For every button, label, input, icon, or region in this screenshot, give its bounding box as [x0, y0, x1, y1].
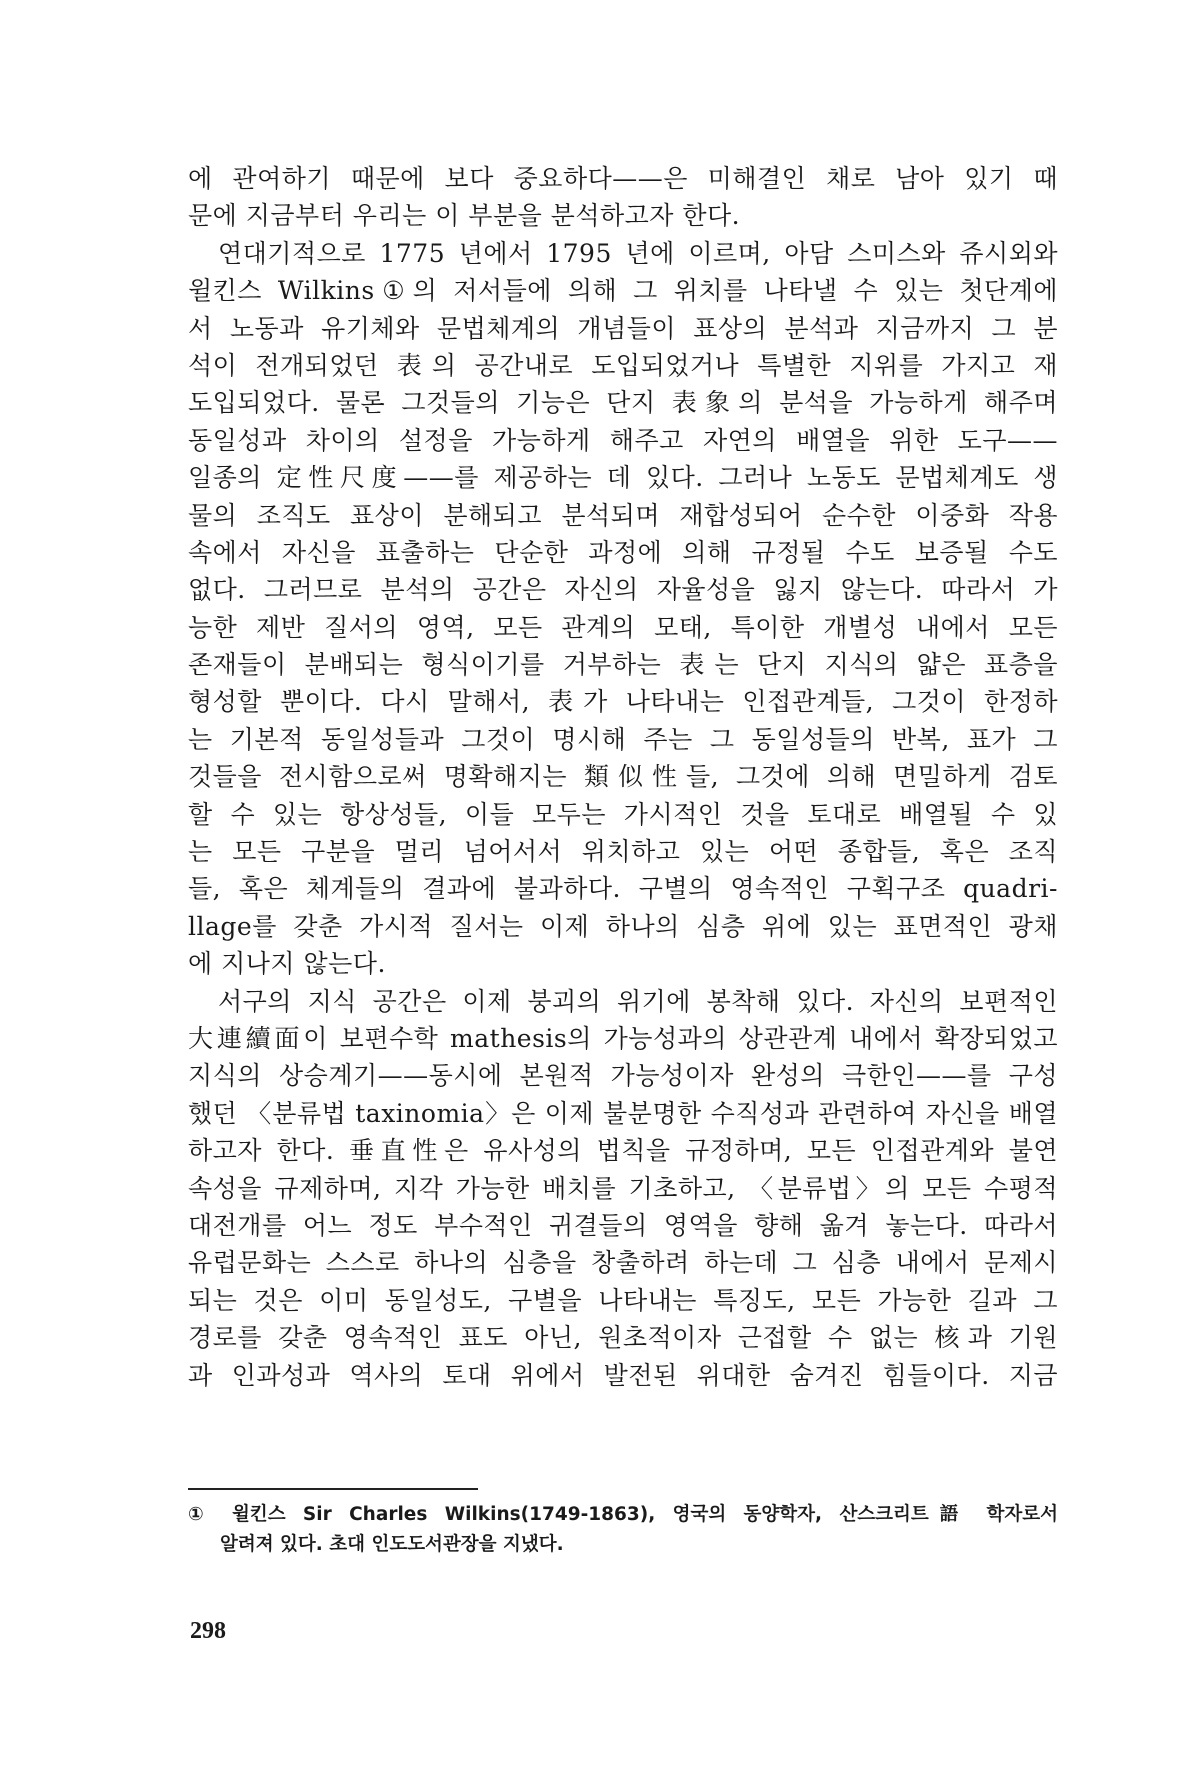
text-line: 할 수 있는 항상성들, 이들 모두는 가시적인 것을 토대로 배열될 수 있 [188, 799, 1058, 829]
footnote-line: ① 윌킨스 Sir Charles Wilkins(1749-1863), 영국의 동양학자, 산스크리트語 학자로서 [188, 1504, 1058, 1525]
text-line: 되는 것은 이미 동일성도, 구별을 나타내는 특징도, 모든 가능한 길과 그 [188, 1285, 1058, 1315]
text-line: 형성할 뿐이다. 다시 말해서, 表가 나타내는 인접관계들, 그것이 한정하 [188, 687, 1058, 717]
footnote [188, 1500, 1058, 1560]
text-line: 서구의 지식 공간은 이제 붕괴의 위기에 봉착해 있다. 자신의 보편적인 [218, 986, 1058, 1016]
text-line: 속에서 자신을 표출하는 단순한 과정에 의해 규정될 수도 보증될 수도 [188, 537, 1058, 567]
text-line: 과 인과성과 역사의 토대 위에서 발전된 위대한 숨겨진 힘들이다. 지금 [188, 1360, 1058, 1390]
text-line: 일종의 定性尺度——를 제공하는 데 있다. 그러나 노동도 문법체계도 생 [188, 463, 1058, 493]
footnote-divider [188, 1488, 478, 1490]
text-line: 에 지나지 않는다. [188, 949, 386, 979]
text-line: 석이 전개되었던 表의 공간내로 도입되었거나 특별한 지위를 가지고 재 [188, 350, 1058, 380]
text-line: llage를 갖춘 가시적 질서는 이제 하나의 심층 위에 있는 표면적인 광채 [188, 911, 1058, 941]
text-line: 속성을 규제하며, 지각 가능한 배치를 기초하고, 〈분류법〉의 모든 수평적 [188, 1173, 1058, 1203]
text-line: 문에 지금부터 우리는 이 부분을 분석하고자 한다. [188, 201, 741, 231]
footnote-line: 알려져 있다. 초대 인도도서관장을 지냈다. [220, 1534, 564, 1555]
text-line: 유럽문화는 스스로 하나의 심층을 창출하려 하는데 그 심층 내에서 문제시 [188, 1248, 1058, 1278]
text-line: 대전개를 어느 정도 부수적인 귀결들의 영역을 향해 옮겨 놓는다. 따라서 [188, 1210, 1058, 1240]
text-line: 연대기적으로 1775 년에서 1795 년에 이르며, 아담 스미스와 쥬시외와 [218, 238, 1058, 268]
text-line: 것들을 전시함으로써 명확해지는 類似性들, 그것에 의해 면밀하게 검토 [188, 762, 1058, 792]
text-line: 는 모든 구분을 멀리 넘어서서 위치하고 있는 어떤 종합들, 혹은 조직 [188, 837, 1058, 867]
body-text [188, 160, 1058, 1394]
text-line: 없다. 그러므로 분석의 공간은 자신의 자율성을 잃지 않는다. 따라서 가 [188, 575, 1058, 605]
text-line: 는 기본적 동일성들과 그것이 명시해 주는 그 동일성들의 반복, 표가 그 [188, 724, 1058, 754]
text-line: 했던 〈분류법 taxinomia〉은 이제 불분명한 수직성과 관련하여 자신을 배열 [188, 1098, 1058, 1128]
text-line: 지식의 상승계기——동시에 본원적 가능성이자 완성의 극한인——를 구성 [188, 1061, 1058, 1091]
page-number: 298 [190, 1618, 226, 1644]
text-line: 들, 혹은 체계들의 결과에 불과하다. 구별의 영속적인 구획구조 quadri- [188, 874, 1058, 904]
text-line: 경로를 갖춘 영속적인 표도 아닌, 원초적이자 근접할 수 없는 核과 기원 [188, 1323, 1058, 1353]
text-line: 윌킨스 Wilkins①의 저서들에 의해 그 위치를 나타낼 수 있는 첫단계에 [188, 276, 1058, 306]
text-line: 동일성과 차이의 설정을 가능하게 해주고 자연의 배열을 위한 도구—— [188, 425, 1058, 455]
text-line: 물의 조직도 표상이 분해되고 분석되며 재합성되어 순수한 이중화 작용 [188, 500, 1058, 530]
text-line: 大連續面이 보편수학 mathesis의 가능성과의 상관관계 내에서 확장되었고 [188, 1023, 1058, 1053]
text-line: 능한 제반 질서의 영역, 모든 관계의 모태, 특이한 개별성 내에서 모든 [188, 612, 1058, 642]
text-line: 에 관여하기 때문에 보다 중요하다——은 미해결인 채로 남아 있기 때 [188, 164, 1058, 193]
text-line: 도입되었다. 물론 그것들의 기능은 단지 表象의 분석을 가능하게 해주며 [188, 388, 1058, 418]
text-line: 존재들이 분배되는 형식이기를 거부하는 表는 단지 지식의 얇은 표층을 [188, 650, 1058, 680]
text-line: 서 노동과 유기체와 문법체계의 개념들이 표상의 분석과 지금까지 그 분 [188, 313, 1058, 343]
text-line: 하고자 한다. 垂直性은 유사성의 법칙을 규정하며, 모든 인접관계와 불연 [188, 1136, 1058, 1166]
